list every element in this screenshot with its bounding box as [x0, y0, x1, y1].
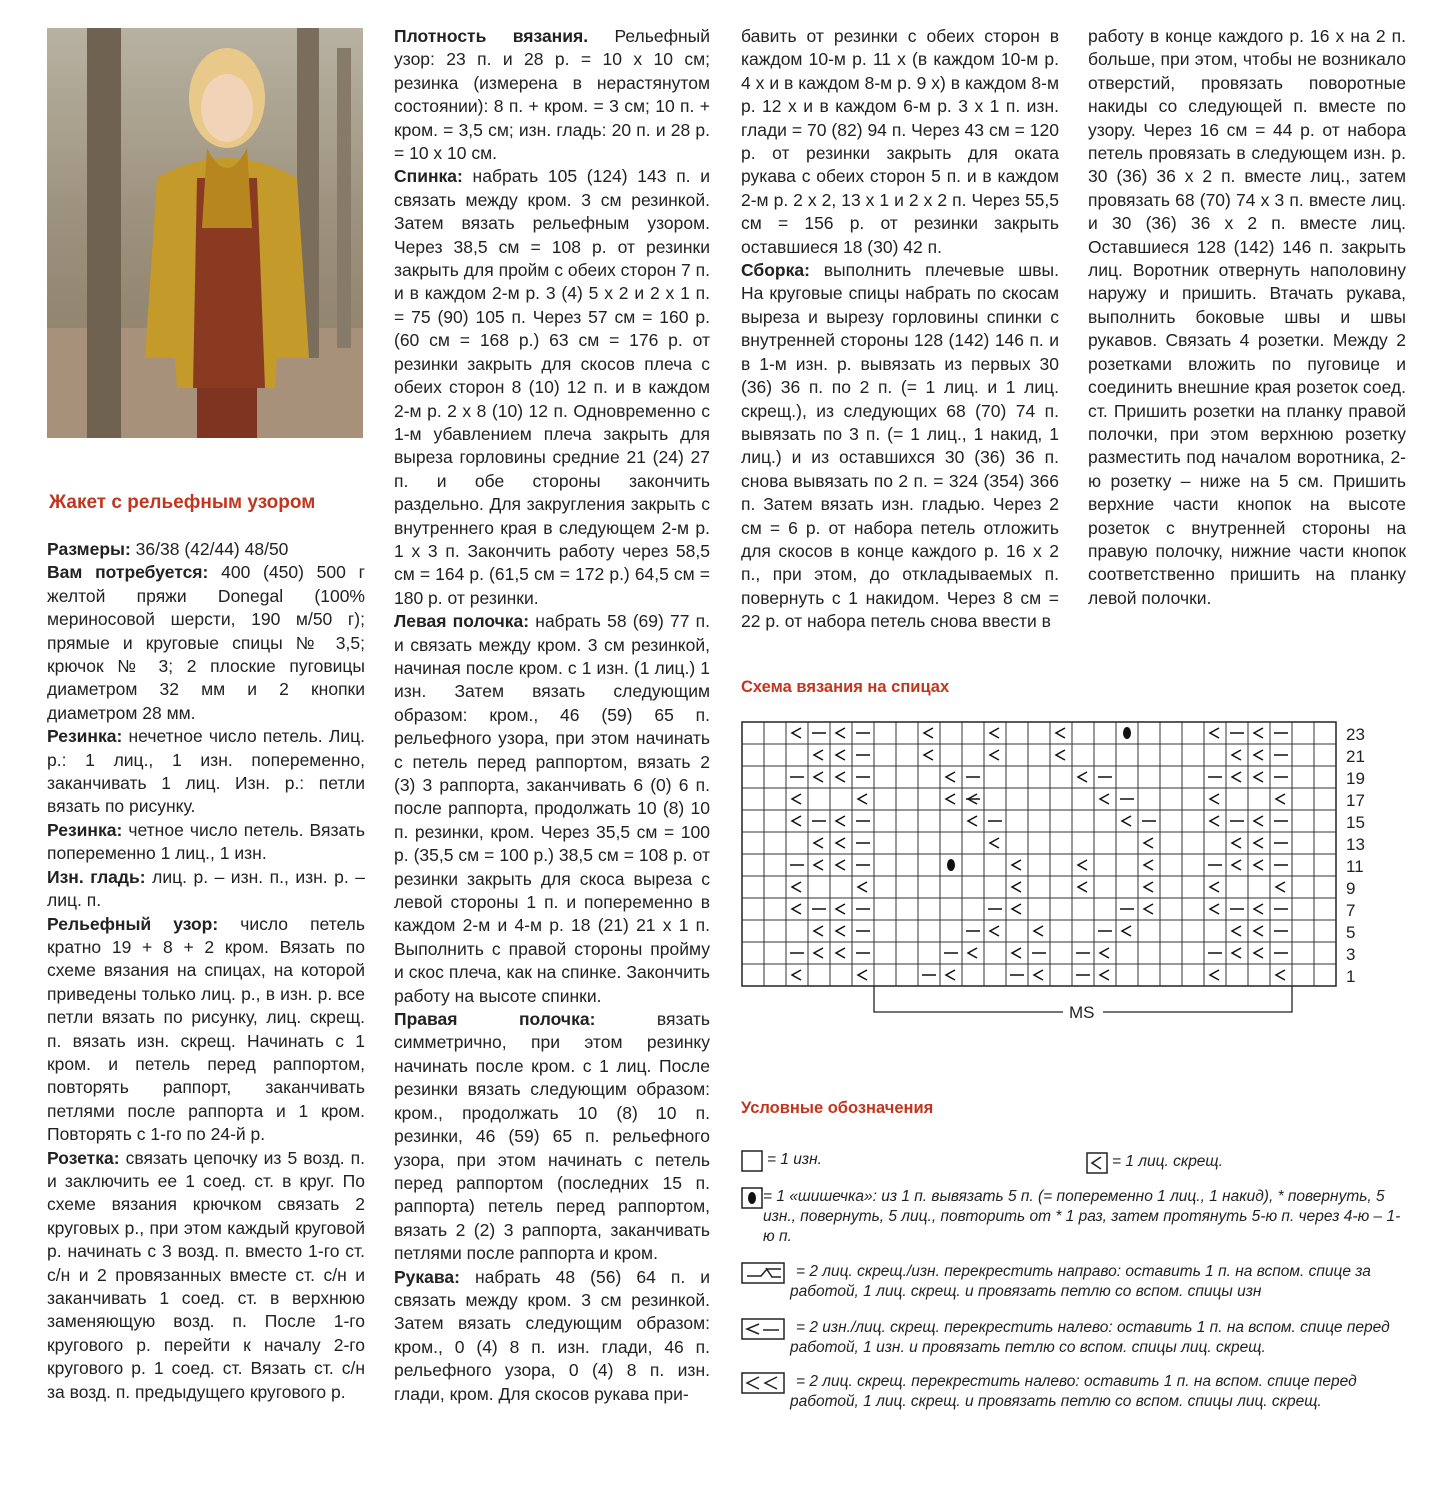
- column-1: [47, 538, 365, 1404]
- paragraph-heading: Резинка:: [47, 726, 123, 747]
- paragraph-heading: Плотность вязания.: [394, 26, 589, 46]
- column-3: [741, 25, 1059, 634]
- paragraph: [47, 913, 365, 1147]
- chart-row-label: 11: [1346, 857, 1364, 876]
- legend-cross-both: = 2 лиц. скрещ. перекрестить налево: оставить 1 п. на вспом. спице перед работой, 1 лиц. скрещ. и провязать петлю со вспом. спицы лиц. скрещ.: [790, 1373, 1357, 1410]
- paragraph: [47, 866, 365, 913]
- chart-row-label: 21: [1346, 747, 1365, 766]
- cross-right-symbol-icon: [741, 1262, 785, 1289]
- bobble-symbol-icon: [741, 1187, 763, 1214]
- blank-label: [41, 460, 161, 488]
- paragraph-text: набрать 48 (56) 64 п. и связать между кром. 3 см резинкой. Затем вязать следующим образом: кром., 0 (4) 8 п. изн. глади, 46 п. рельефного узора, 0 (4) 8 п. изн. глади, кром. Для скосов рукава при-: [394, 1266, 710, 1404]
- paragraph-heading: Изн. гладь:: [47, 866, 146, 887]
- chart-row-label: 15: [1346, 813, 1365, 832]
- paragraph: [47, 819, 365, 866]
- chart-row-label: 23: [1346, 725, 1365, 744]
- twisted-knit-symbol-icon: [1086, 1152, 1108, 1179]
- paragraph-text: вязать симметрично, при этом резинку начинать после кром. с 1 лиц. После резинки вязать следующим образом: кром., продолжать 10 (8) 10 п. резинки, 46 (59) 65 п. рельефного узора, при этом начинать с петель перед раппортом (последних 15 п. раппорта) петель перед раппортом, вязать 2 (2) 3 раппорта, заканчивать петлями после раппорта и кром.: [394, 1009, 710, 1264]
- paragraph-text: работу в конце каждого р. 16 х на 2 п. больше, при этом, чтобы не возникало отверстий, провязать поворотные накиды со следующей п. вместе по узору. Через 16 см = 44 р. от набора петель провязать в следующем изн. р. 30 (36) 36 х 2 п. вместе лиц., затем провязать 68 (70) 74 х 3 п. вместе лиц. и 30 (36) 36 х 2 п. вместе лиц. Оставшиеся 128 (142) 146 п. закрыть лиц. Воротник отвернуть наполовину наружу и пришить. Втачать рукава, выполнить боковые швы и швы рукавов. Связать 4 розетки. Между 2 розетками вложить по пуговице и соединить внешние края розеток соед. ст. Пришить розетки на планку правой полочки, при этом верхнюю розетку разместить под началом воротника, 2-ю розетку – ниже на 5 см. Пришить верхние части кнопок на высоте розеток с внутренней стороны на правую полочку, нижние части кнопок соответственно пришить на планку левой полочки.: [1088, 26, 1406, 608]
- column-2: [394, 25, 710, 1406]
- legend-bobble: = 1 «шишечка»: из 1 п. вывязать 5 п. (= попеременно 1 лиц., 1 накид), * повернуть, 5 изн., повернуть, 5 лиц., повторить от * 1 раз, затем протянуть 5-ю п. через 4-ю – 1-ю п.: [763, 1188, 1401, 1245]
- legend-purl: = 1 изн.: [767, 1151, 822, 1168]
- chart-row-label: 7: [1346, 901, 1356, 920]
- chart-bobble-symbol: [947, 859, 955, 871]
- chart-repeat-label: MS: [1069, 1003, 1095, 1020]
- paragraph: [394, 1008, 710, 1265]
- chart-title: Схема вязания на спицах: [741, 678, 950, 696]
- paragraph-heading: Спинка:: [394, 166, 463, 187]
- cross-left-symbol-icon: [741, 1318, 785, 1345]
- purl-symbol-icon: [741, 1150, 763, 1177]
- column-4: [1088, 25, 1406, 610]
- paragraph-heading: Рельефный узор:: [47, 913, 219, 934]
- legend-cross-left: = 2 изн./лиц. скрещ. перекрестить налево: оставить 1 п. на вспом. спице перед работой, 1 изн. и провязать петлю со вспом. спицы лиц. скрещ.: [790, 1319, 1390, 1356]
- blank-corner: [26, 1422, 90, 1472]
- chart-row-label: 5: [1346, 923, 1356, 942]
- paragraph-text: 36/38 (42/44) 48/50: [130, 539, 289, 559]
- paragraph: [47, 1147, 365, 1404]
- paragraph-text: набрать 58 (69) 77 п. и связать между кром. 3 см резинкой, начиная после кром. с 1 изн. (1 лиц.) 1 изн. Затем вязать следующим образом: кром., 46 (59) 65 п. рельефного узора, при этом начинать с петель перед раппортом, вязать 2 (3) 3 раппорта, заканчивать 6 (0) 6 п. после раппорта, продолжать 10 (8) 10 п. резинки, кром. Через 35,5 см = 100 р. (35,5 см = 100 р.) 38,5 см = 108 р. от резинки закрыть для скоса выреза с левой стороны 1 п. и попеременно в каждом 2-м и 4-м р. 18 (21) 21 х 1 п. Выполнить с правой стороны пройму и скос плеча, как на спинке. Закончить работу на высоте спинки.: [394, 611, 710, 1006]
- knitting-chart: [741, 720, 1391, 1025]
- legend-cross-right: = 2 лиц. скрещ./изн. перекрестить направо: оставить 1 п. на вспом. спице за работой, 1 лиц. скрещ. и провязать петлю со вспом. спицы изн: [790, 1263, 1371, 1300]
- paragraph: [47, 725, 365, 819]
- paragraph-heading: Вам потребуется:: [47, 562, 209, 583]
- paragraph-text: нечетное число петель. Лиц. р.: 1 лиц., 1 изн. попеременно, заканчивать 1 лиц. Изн. р.: петли вязать по рисунку.: [47, 726, 365, 817]
- paragraph: [394, 1266, 710, 1406]
- article-title: Жакет с рельефным узором: [49, 492, 316, 513]
- paragraph-text: 400 (450) 500 г желтой пряжи Donegal (100% мериносовой шерсти, 190 м/50 г); прямые и круговые спицы № 3,5; крючок № 3; 2 плоские пуговицы диаметром 32 мм и 2 кнопки диаметром 28 мм.: [47, 562, 365, 723]
- paragraph-heading: Сборка:: [741, 260, 810, 281]
- paragraph: [741, 25, 1059, 259]
- paragraph-text: Рельефный узор: 23 п. и 28 р. = 10 х 10 см; резинка (измерена в нерастянутом состоянии): 8 п. + кром. = 3 см; 10 п. + кром. = 3,5 см; изн. гладь: 20 п. и 28 р. = 10 х 10 см.: [394, 26, 710, 164]
- paragraph-heading: Левая полочка:: [394, 611, 530, 632]
- chart-row-label: 13: [1346, 835, 1365, 854]
- chart-row-label: 19: [1346, 769, 1365, 788]
- paragraph: [47, 561, 365, 725]
- cross-both-symbol-icon: [741, 1372, 785, 1399]
- paragraph-text: лиц. р. – изн. п., изн. р. – лиц. п.: [47, 866, 365, 911]
- paragraph-heading: Рукава:: [394, 1266, 460, 1287]
- chart-row-label: 17: [1346, 791, 1365, 810]
- paragraph-text: набрать 105 (124) 143 п. и связать между кром. 3 см резинкой. Затем вязать рельефным узором. Через 38,5 см = 108 р. от резинки закрыть для пройм с обеих сторон 7 п. и в каждом 2-м р. 3 (4) 5 х 2 и 2 х 1 п. = 75 (90) 105 п. Через 57 см = 160 р. (60 см = 168 р.) 63 см = 176 р. от резинки закрыть для скосов плеча с обеих сторон 8 (10) 12 п. и в каждом 2-м р. 2 х 8 (10) 12 п. Одновременно с 1-м убавлением плеча закрыть для выреза горловины средние 21 (24) 27 п. и обе стороны закончить раздельно. Для закругления закрыть с внутреннего края в следующем 2-м р. 1 х 3 п. Закончить работу через 58,5 см = 164 р. (61,5 см = 172 р.) 64,5 см = 180 р. от резинки.: [394, 166, 710, 608]
- paragraph-heading: Резинка:: [47, 819, 123, 840]
- paragraph: [47, 538, 365, 561]
- chart-row-label: 3: [1346, 945, 1356, 964]
- paragraph: [394, 165, 710, 610]
- chart-bobble-symbol: [1123, 727, 1131, 739]
- paragraph-heading: Розетка:: [47, 1147, 120, 1168]
- chart-row-label: 9: [1346, 879, 1356, 898]
- model-photo: [47, 28, 363, 438]
- legend-title: Условные обозначения: [741, 1099, 934, 1117]
- paragraph: [394, 25, 710, 165]
- paragraph-text: выполнить плечевые швы. На круговые спицы набрать по скосам выреза и вырезу горловины спинки с внутренней стороны 128 (142) 146 п. и в 1-м изн. р. вывязать из первых 30 (36) 36 п. по 2 п. (= 1 лиц. и 1 лиц. скрещ.), из следующих 68 (70) 74 п. вывязать по 3 п. (= 1 лиц., 1 накид, 1 лиц.) и из оставшихся 30 (36) 36 п. снова вывязать по 2 п. = 324 (354) 366 п. Затем вязать изн. гладью. Через 2 см = 6 р. от набора петель отложить для скосов в конце каждого р. 16 х 2 п., при этом, до откладываемых п. повернуть с 1 накидом. Через 8 см = 22 р. от набора петель снова ввести в: [741, 260, 1059, 632]
- paragraph: [394, 610, 710, 1008]
- paragraph: [741, 259, 1059, 634]
- paragraph-heading: Размеры:: [47, 539, 131, 559]
- paragraph-text: четное число петель. Вязать попеременно 1 лиц., 1 изн.: [47, 819, 365, 864]
- paragraph: [1088, 25, 1406, 610]
- paragraph-text: связать цепочку из 5 возд. п. и заключить ее 1 соед. ст. в круг. По схеме вязания крючком связать 2 круговых р., при этом каждый круговой р. начинать с 3 возд. п. вместо 1-го ст. с/н и 2 провязанных вместе ст. с/н и заканчивать 1 соед. ст. в верхнюю заменяющую возд. п. После 1-го кругового р. перейти к началу 2-го кругового р. 1 соед. ст. Вязать ст. с/н за возд. п. предыдущего кругового р.: [47, 1147, 365, 1402]
- legend-twisted-knit: = 1 лиц. скрещ.: [1112, 1153, 1223, 1170]
- paragraph-text: число петель кратно 19 + 8 + 2 кром. Вязать по схеме вязания на спицах, на которой приведены только лиц. р., в изн. р. все петли вязать по рисунку, лиц. скрещ. п. вязать изн. скрещ. Начинать с 1 кром. и петель перед раппортом, повторять раппорт, заканчивать петлями после раппорта и 1 кром. Повторять с 1-го по 24-й р.: [47, 913, 365, 1145]
- paragraph-heading: Правая полочка:: [394, 1009, 596, 1030]
- paragraph-text: бавить от резинки с обеих сторон в каждом 10-м р. 11 х (в каждом 10-м р. 4 х и в каждом 8-м р. 9 х) в каждом 8-м р. 12 х и в каждом 6-м р. 3 х 1 п. изн. глади = 70 (82) 94 п. Через 43 см = 120 р. от резинки закрыть для оката рукава с обеих сторон 5 п. и в каждом 2-м р. 2 х 2, 13 х 1 и 2 х 2 п. Через 55,5 см = 156 р. от резинки закрыть оставшиеся 18 (30) 42 п.: [741, 26, 1059, 257]
- chart-row-label: 1: [1346, 967, 1356, 986]
